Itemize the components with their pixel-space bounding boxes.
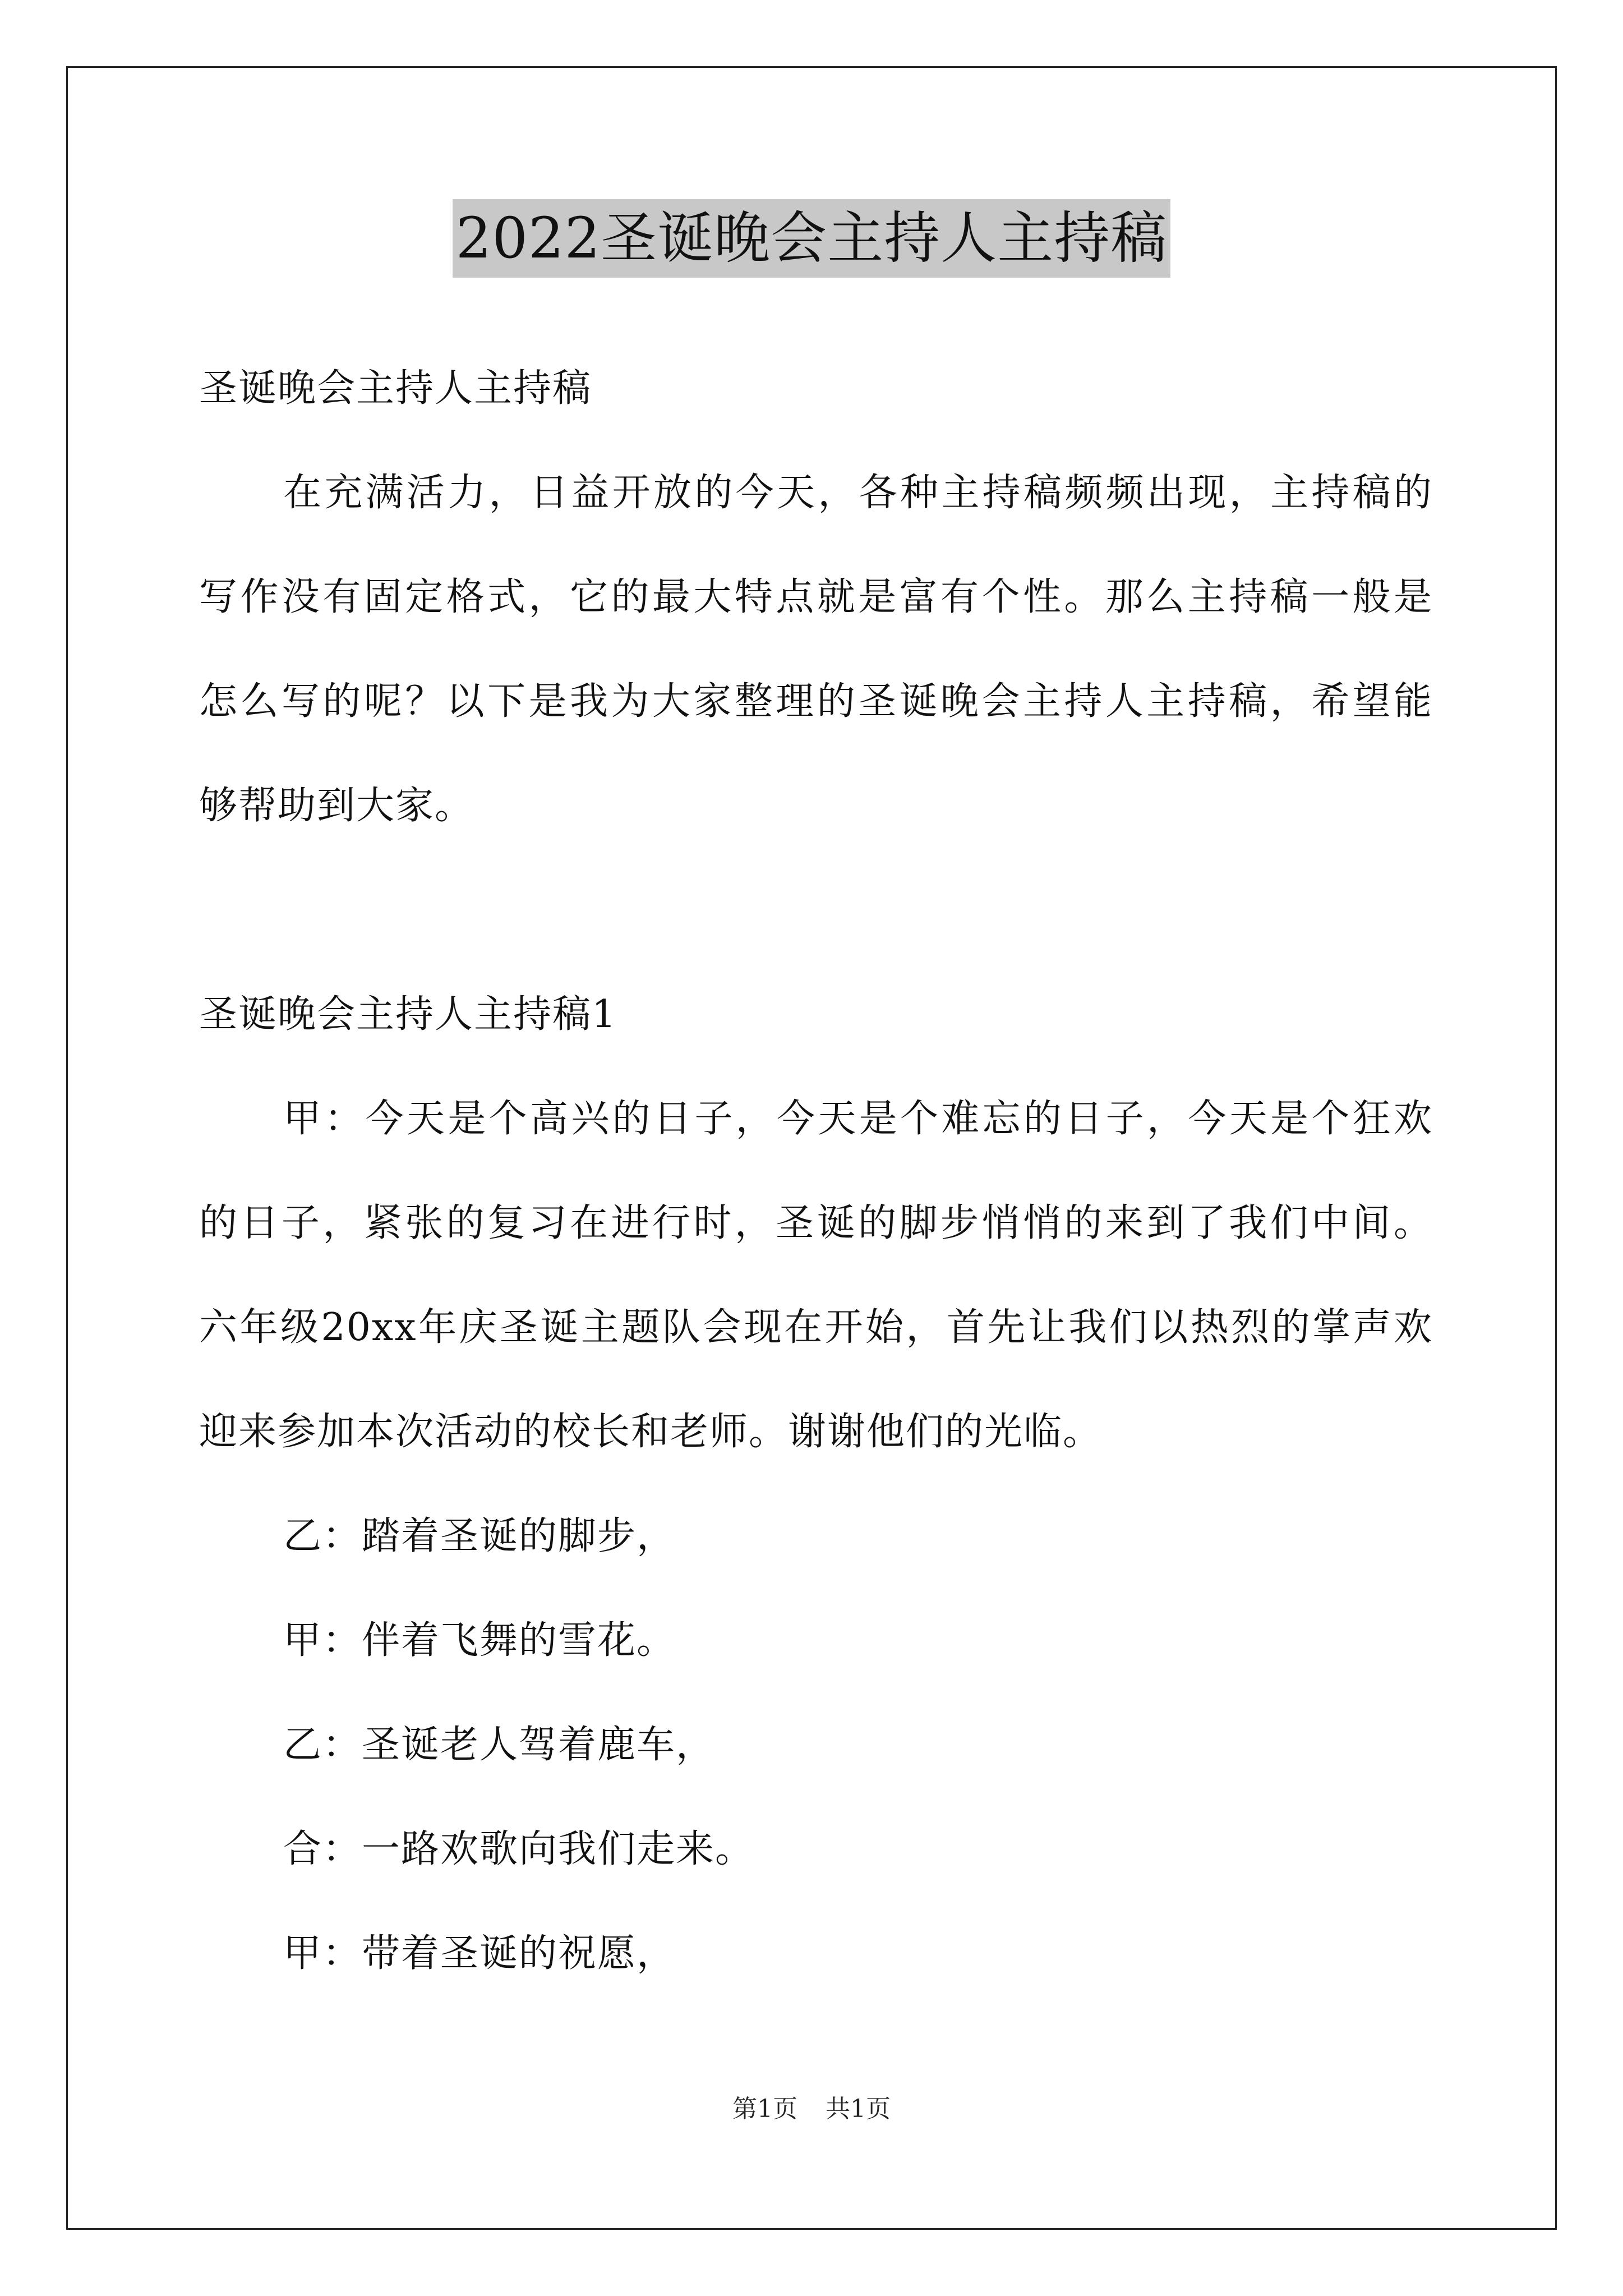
dialogue-line: 甲：伴着飞舞的雪花。 — [283, 1618, 676, 1663]
dialogue-line: 乙：踏着圣诞的脚步， — [283, 1514, 676, 1558]
dialogue-line: 合：一路欢歌向我们走来。 — [283, 1827, 755, 1871]
title-container — [0, 199, 1623, 278]
paragraph-line: 写作没有固定格式，它的最大特点就是富有个性。那么主持稿一般是 — [199, 575, 1433, 619]
paragraph-line: 怎么写的呢？以下是我为大家整理的圣诞晚会主持人主持稿，希望能 — [199, 679, 1433, 724]
page-total: 共1页 — [826, 2095, 891, 2123]
paragraph-line: 在充满活力，日益开放的今天，各种主持稿频频出现，主持稿的 — [283, 471, 1433, 515]
dialogue-line: 甲：带着圣诞的祝愿， — [283, 1931, 676, 1976]
document-body — [199, 337, 1433, 2006]
paragraph-line: 甲：今天是个高兴的日子，今天是个难忘的日子，今天是个狂欢 — [283, 1097, 1433, 1141]
page-footer — [0, 2092, 1623, 2126]
paragraph-line: 的日子，紧张的复习在进行时，圣诞的脚步悄悄的来到了我们中间。 — [199, 1201, 1433, 1245]
blank-line — [199, 858, 1433, 963]
paragraph-line: 六年级20xx年庆圣诞主题队会现在开始，首先让我们以热烈的掌声欢 — [199, 1305, 1433, 1350]
section-heading-intro: 圣诞晚会主持人主持稿 — [199, 366, 592, 411]
paragraph-line: 迎来参加本次活动的校长和老师。谢谢他们的光临。 — [199, 1410, 1103, 1454]
section-heading-1: 圣诞晚会主持人主持稿1 — [199, 992, 617, 1037]
dialogue-line: 乙：圣诞老人驾着鹿车， — [283, 1723, 716, 1767]
document-title: 2022圣诞晚会主持人主持稿 — [453, 199, 1171, 278]
paragraph-line: 够帮助到大家。 — [199, 784, 474, 828]
page-number: 第1页 — [732, 2095, 797, 2123]
